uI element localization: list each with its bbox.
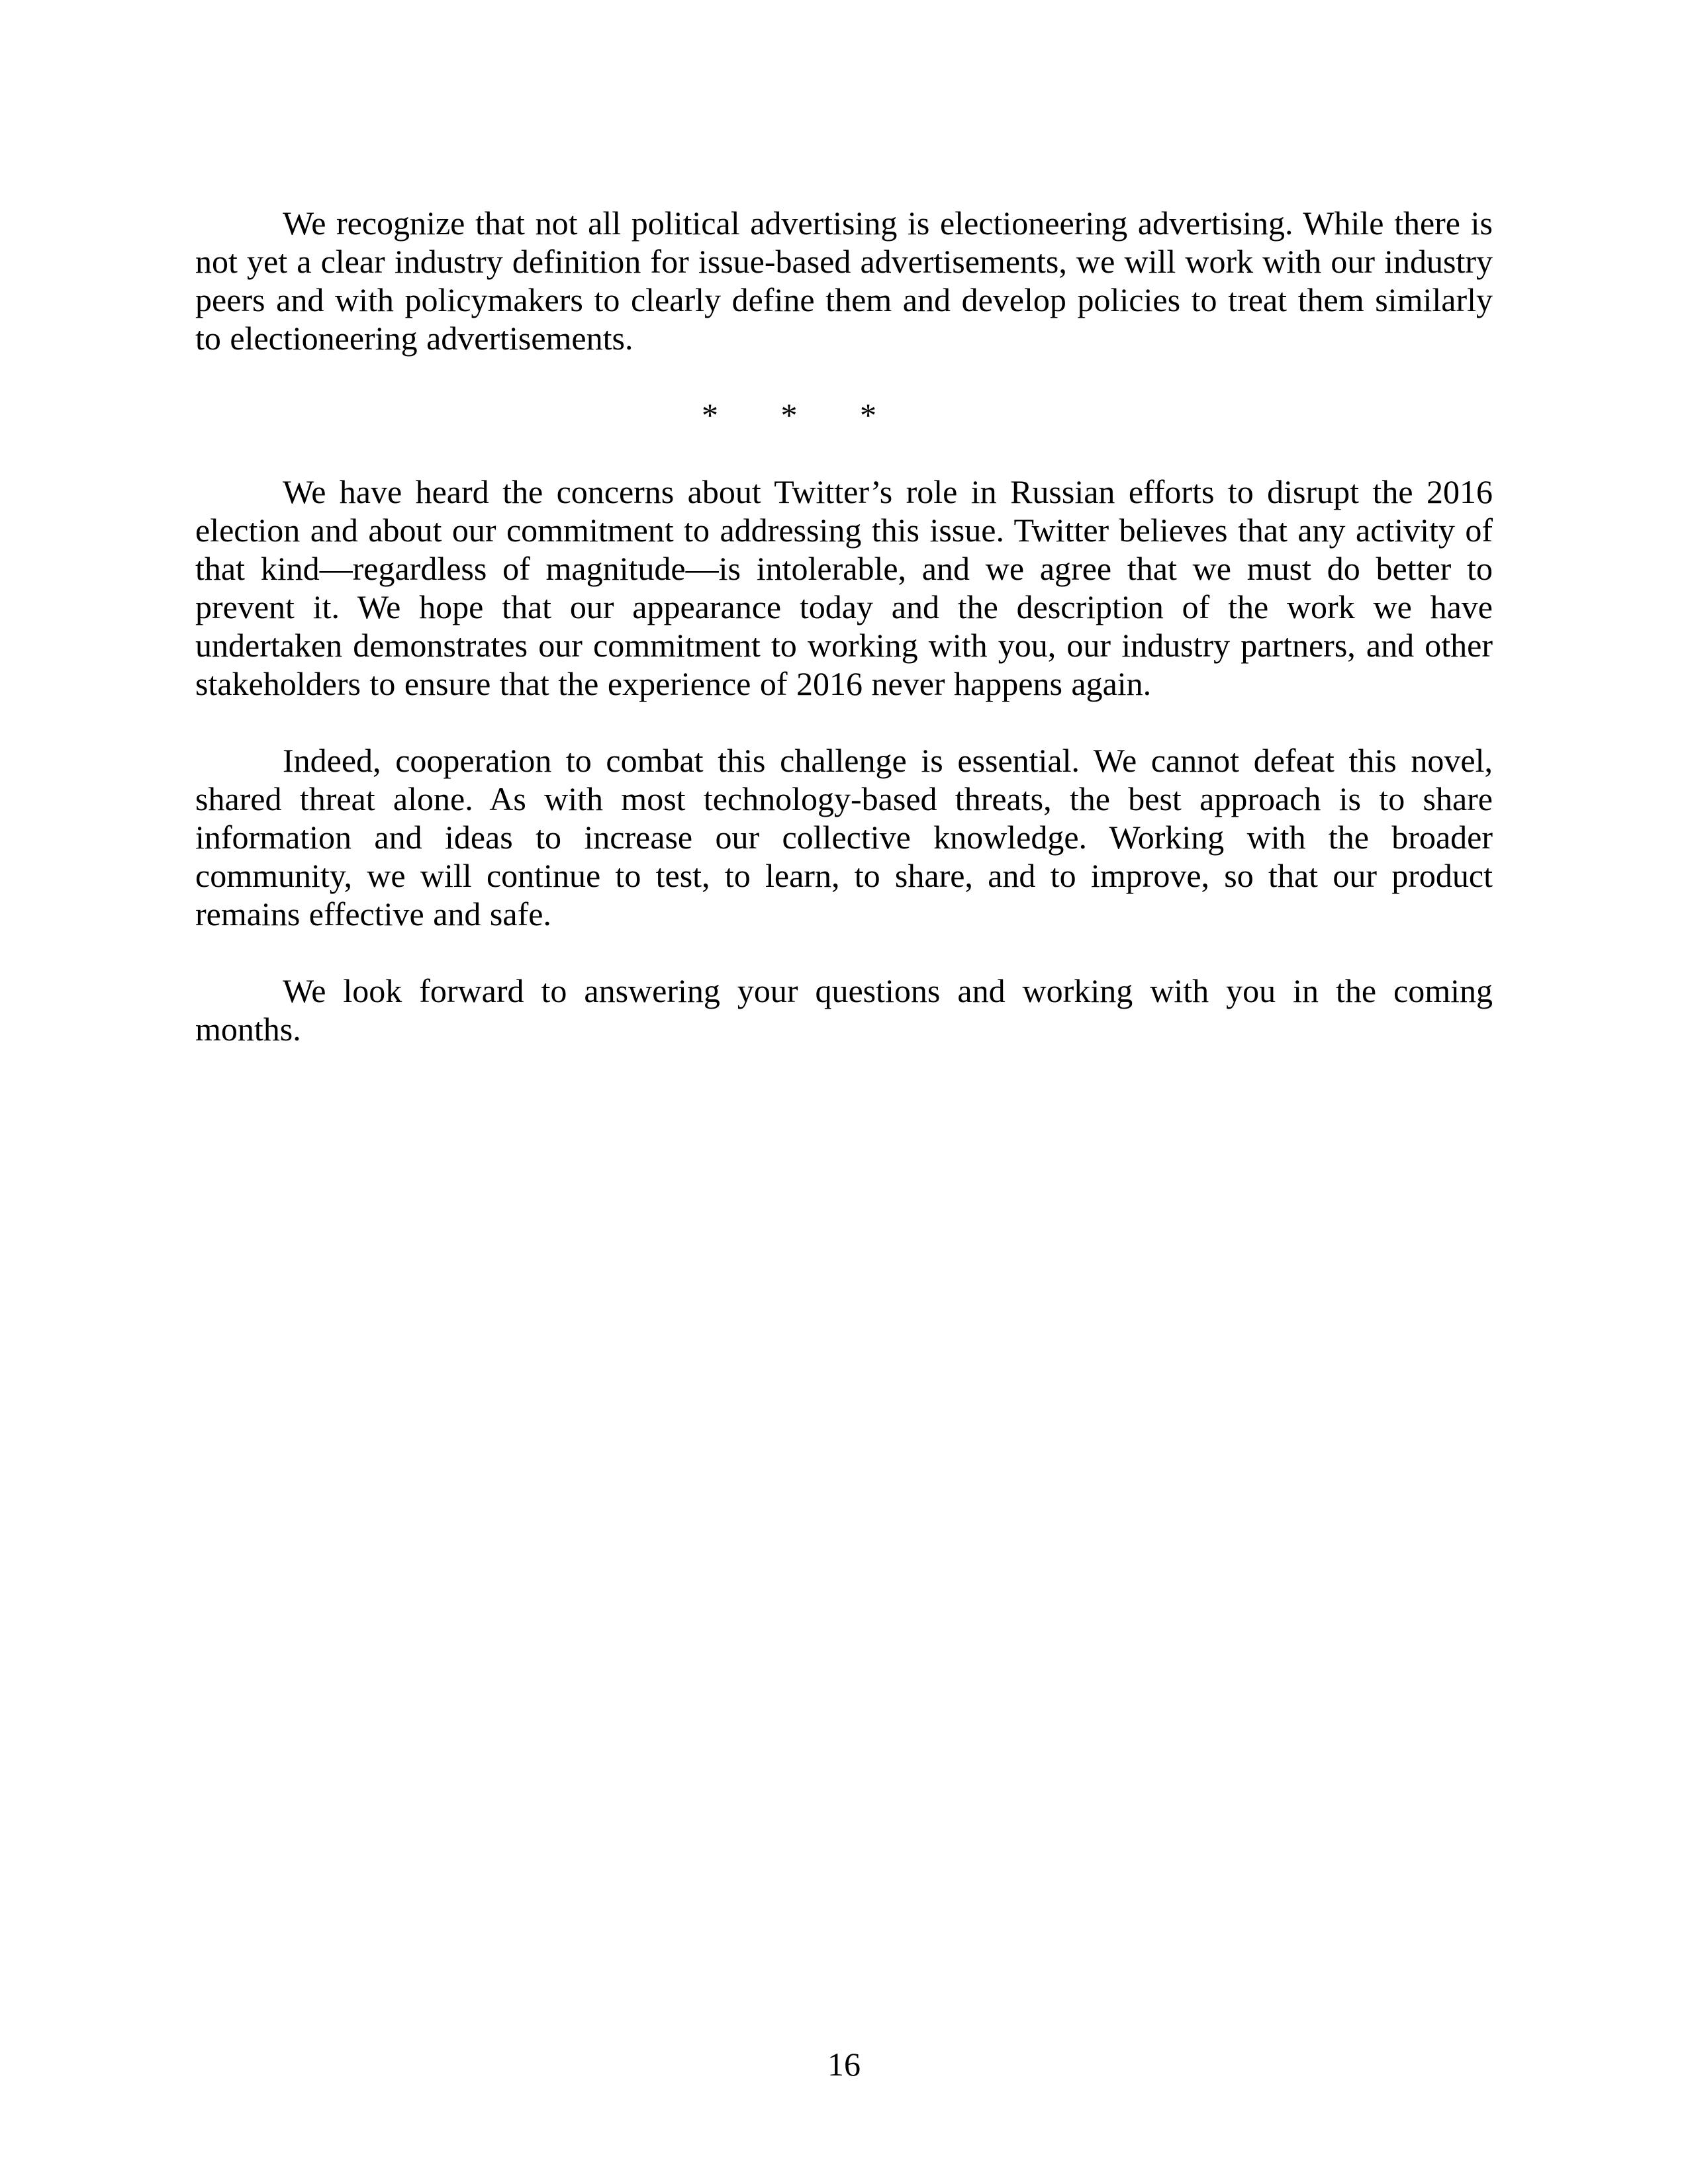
document-body <box>195 204 1493 1087</box>
paragraph: We have heard the concerns about Twitter’s role in Russian efforts to disrupt the 2016 election and about our commitment to addressing this issue. Twitter believes that any activity of that kind—regardless of magnitude—is intolerable, and we agree that we must do better to prevent it. We hope that our appearance today and the description of the work we have undertaken demonstrates our commitment to working with you, our industry partners, and other stakeholders to ensure that the experience of 2016 never happens again. <box>195 473 1493 702</box>
paragraph: Indeed, cooperation to combat this challenge is essential. We cannot defeat this novel, shared threat alone. As with most technology-based threats, the best approach is to share information and ideas to increase our collective knowledge. Working with the broader community, we will continue to test, to learn, to share, and to improve, so that our product remains effective and safe. <box>195 742 1493 933</box>
paragraph: We look forward to answering your questions and working with you in the coming months. <box>195 972 1493 1048</box>
paragraph: We recognize that not all political advertising is electioneering advertising. While there is not yet a clear industry definition for issue-based advertisements, we will work with our industry peers and with policymakers to clearly define them and develop policies to treat them similarly to electioneering advertisements. <box>195 205 1493 357</box>
page-number: 16 <box>827 2046 861 2083</box>
section-separator: * * * <box>702 396 876 433</box>
